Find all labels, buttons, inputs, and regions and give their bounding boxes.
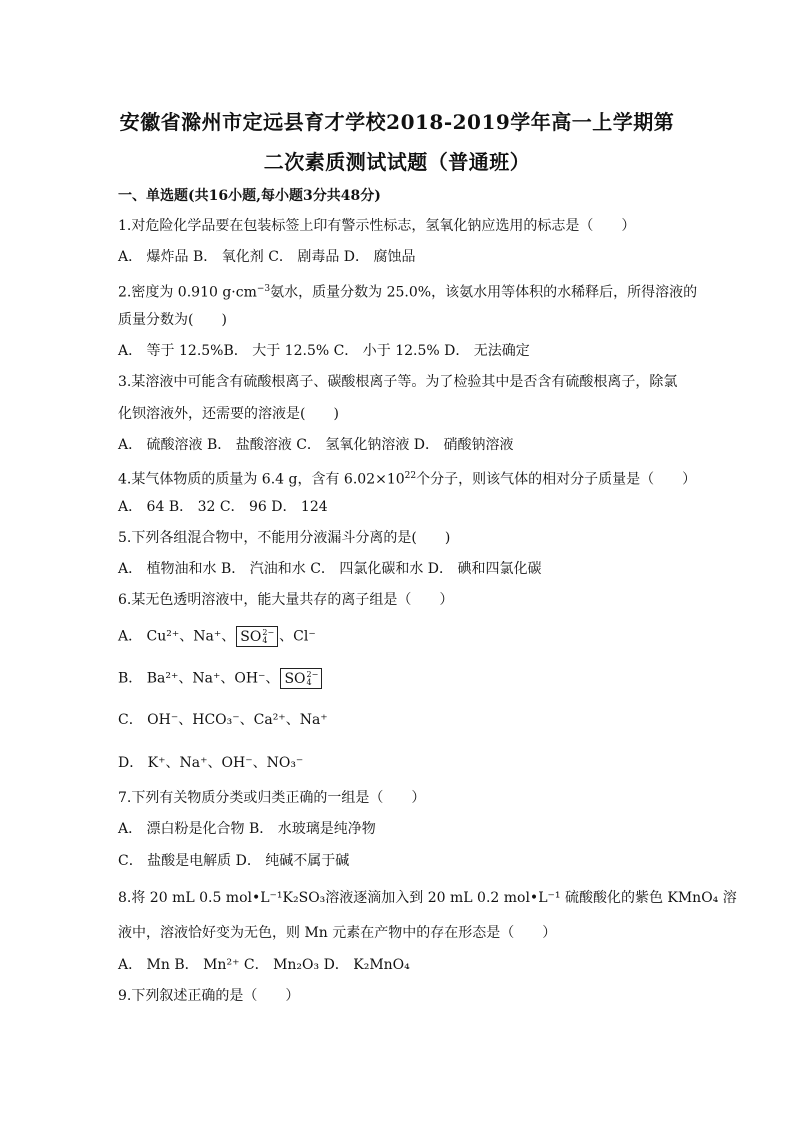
question-1-stem: 1.对危险化学品要在包装标签上印有警示性标志，氢氧化钠应选用的标志是（ ）	[118, 218, 636, 234]
question-4-stem	[118, 466, 696, 490]
question-2-stem-b: 氨水，质量分数为 25.0%，该氨水用等体积的水稀释后，所得溶液的	[270, 284, 698, 301]
question-3-stem: 3.某溶液中可能含有硫酸根离子、碳酸根离子等。为了检验其中是否含有硫酸根离子，除氯	[118, 374, 678, 390]
question-5-stem: 5.下列各组混合物中，不能用分液漏斗分离的是( )	[118, 530, 451, 546]
question-2-options: A． 等于 12.5%B． 大于 12.5% C． 小于 12.5% D． 无法确定	[118, 343, 530, 359]
question-2-stem	[118, 279, 697, 303]
sulfate-ion-subscript: 4	[262, 636, 268, 645]
question-6-option-b-prefix: B． Ba²⁺、Na⁺、OH⁻、	[118, 670, 280, 687]
question-6-option-b	[118, 668, 323, 689]
question-9-stem: 9.下列叙述正确的是（ ）	[118, 988, 300, 1004]
question-1-options: A． 爆炸品 B． 氧化剂 C． 剧毒品 D． 腐蚀品	[118, 249, 416, 265]
question-8-options: A． Mn B． Mn²⁺ C． Mn₂O₃ D． K₂MnO₄	[118, 957, 410, 973]
question-7-options-ab: A． 漂白粉是化合物 B． 水玻璃是纯净物	[118, 821, 376, 837]
sulfate-ion-symbol: SO	[240, 629, 262, 645]
question-6-option-c: C． OH⁻、HCO₃⁻、Ca²⁺、Na⁺	[118, 712, 328, 728]
question-2-stem-sup: −3	[256, 284, 271, 294]
question-4-stem-sup: 22	[404, 471, 417, 481]
question-3-options: A． 硫酸溶液 B． 盐酸溶液 C． 氢氧化钠溶液 D． 硝酸钠溶液	[118, 437, 514, 453]
question-8-stem-cont: 液中，溶液恰好变为无色，则 Mn 元素在产物中的存在形态是（ ）	[118, 925, 557, 941]
question-8-stem: 8.将 20 mL 0.5 mol•L⁻¹K₂SO₃溶液逐滴加入到 20 mL 0.2 mol•L⁻¹ 硫酸酸化的紫色 KMnO₄ 溶	[118, 890, 737, 906]
question-3-stem-cont: 化钡溶液外，还需要的溶液是( )	[118, 406, 339, 422]
question-6-option-d: D． K⁺、Na⁺、OH⁻、NO₃⁻	[118, 755, 304, 771]
question-6-stem: 6.某无色透明溶液中，能大量共存的离子组是（ ）	[118, 592, 454, 608]
sulfate-ion-subscript: 4	[306, 678, 312, 687]
question-6-option-a-suffix: 、Cl⁻	[279, 628, 316, 645]
question-2-stem-a: 2.密度为 0.910 g·cm	[118, 284, 257, 301]
question-7-stem: 7.下列有关物质分类或归类正确的一组是（ ）	[118, 790, 426, 806]
question-6-option-a-prefix: A． Cu²⁺、Na⁺、	[118, 628, 236, 645]
sulfate-ion-symbol: SO	[284, 671, 306, 687]
question-4-stem-a: 4.某气体物质的质量为 6.4 g，含有 6.02×10	[118, 471, 405, 488]
section-heading: 一、单选题(共16小题,每小题3分共48分)	[118, 188, 381, 204]
question-2-stem-cont: 质量分数为( )	[118, 312, 227, 328]
question-4-options: A． 64 B． 32 C． 96 D． 124	[118, 499, 328, 515]
question-5-options: A． 植物油和水 B． 汽油和水 C． 四氯化碳和水 D． 碘和四氯化碳	[118, 561, 542, 577]
document-title-line1: 安徽省滁州市定远县育才学校2018-2019学年高一上学期第	[119, 110, 675, 134]
sulfate-ion-charge: 2−	[262, 628, 275, 637]
question-7-options-cd: C． 盐酸是电解质 D． 纯碱不属于碱	[118, 853, 350, 869]
question-4-stem-b: 个分子，则该气体的相对分子质量是（ ）	[416, 471, 697, 488]
document-title-line2: 二次素质测试试题（普通班）	[263, 150, 531, 174]
sulfate-ion-charge: 2−	[306, 670, 319, 679]
question-6-option-a	[118, 626, 316, 647]
sulfate-ion-box	[236, 626, 278, 647]
sulfate-ion-box	[280, 668, 322, 689]
